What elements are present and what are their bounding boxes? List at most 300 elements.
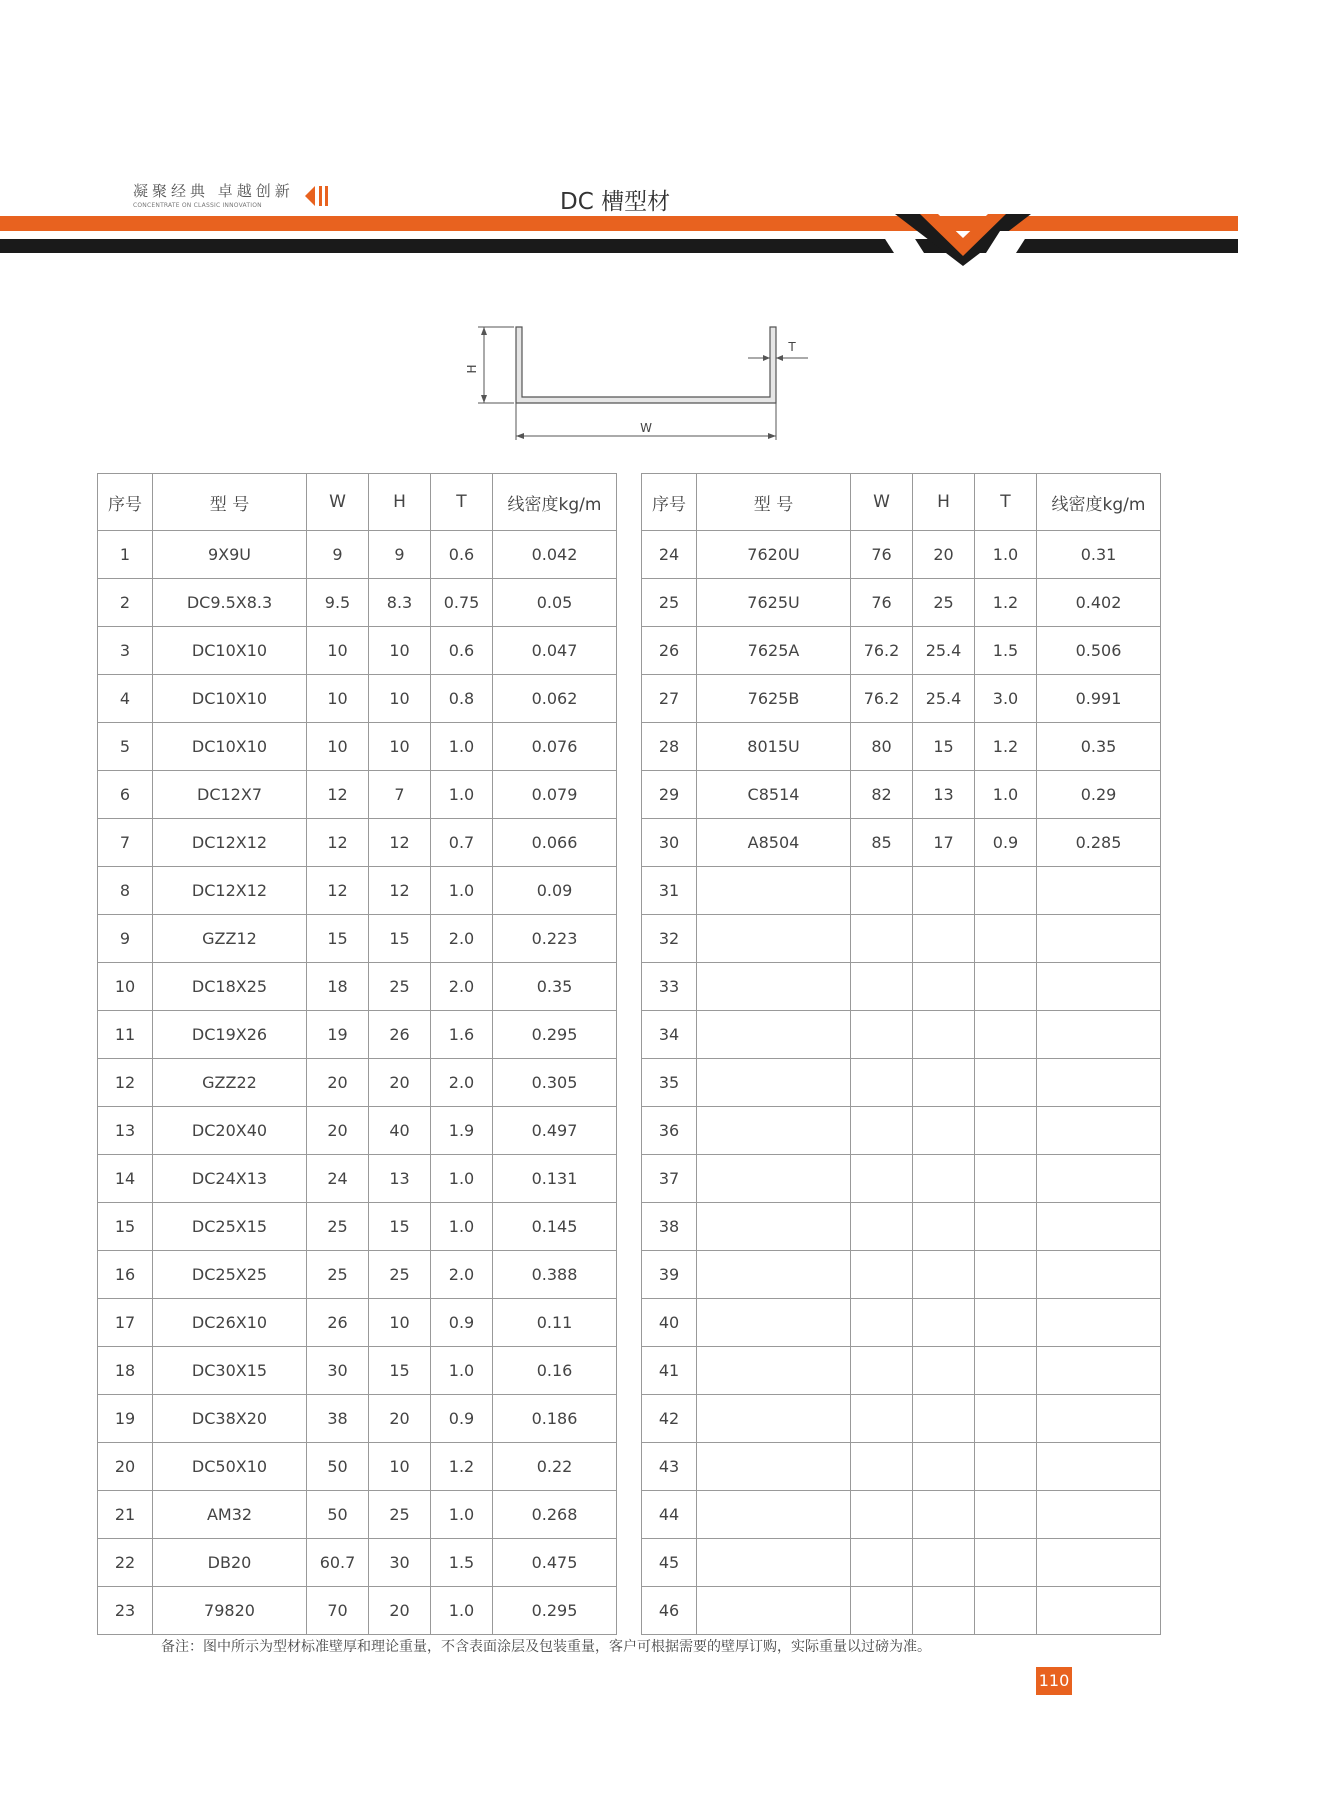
cell-t <box>975 963 1037 1011</box>
cell-w: 80 <box>851 723 913 771</box>
cell-density <box>1037 1587 1161 1635</box>
cell-t: 1.0 <box>431 1347 493 1395</box>
cell-density: 0.285 <box>1037 819 1161 867</box>
cell-w: 76 <box>851 579 913 627</box>
cell-index: 27 <box>642 675 697 723</box>
table-row <box>642 723 1161 771</box>
cell-density <box>1037 915 1161 963</box>
cell-density <box>1037 1443 1161 1491</box>
cell-w: 25 <box>307 1203 369 1251</box>
label-w: W <box>640 421 652 435</box>
cell-t: 1.2 <box>975 579 1037 627</box>
table-row <box>98 1491 617 1539</box>
cell-model: 8015U <box>697 723 851 771</box>
cell-h: 15 <box>369 915 431 963</box>
cell-model: A8504 <box>697 819 851 867</box>
slogan-cn: 凝聚经典 卓越创新 <box>133 182 294 200</box>
cell-density <box>1037 1107 1161 1155</box>
cell-w: 82 <box>851 771 913 819</box>
cell-t <box>975 1491 1037 1539</box>
cell-w <box>851 1491 913 1539</box>
cell-h: 25 <box>369 1491 431 1539</box>
table-row <box>642 627 1161 675</box>
cell-w <box>851 1587 913 1635</box>
cell-model: C8514 <box>697 771 851 819</box>
cell-index: 3 <box>98 627 153 675</box>
cell-density: 0.991 <box>1037 675 1161 723</box>
cell-density: 0.079 <box>493 771 617 819</box>
table-row <box>642 675 1161 723</box>
cell-density: 0.09 <box>493 867 617 915</box>
cell-model <box>697 1203 851 1251</box>
cell-t: 1.9 <box>431 1107 493 1155</box>
cell-h: 20 <box>913 531 975 579</box>
table-row <box>642 819 1161 867</box>
cell-w: 9 <box>307 531 369 579</box>
cell-model <box>697 963 851 1011</box>
cell-density: 0.506 <box>1037 627 1161 675</box>
cell-index: 24 <box>642 531 697 579</box>
cell-h <box>913 1203 975 1251</box>
cell-model: DC24X13 <box>153 1155 307 1203</box>
table-row <box>642 1203 1161 1251</box>
cell-t: 0.6 <box>431 627 493 675</box>
cell-density: 0.35 <box>1037 723 1161 771</box>
cell-model: DC12X12 <box>153 819 307 867</box>
cell-index: 6 <box>98 771 153 819</box>
cell-index: 17 <box>98 1299 153 1347</box>
cell-index: 9 <box>98 915 153 963</box>
cell-h: 8.3 <box>369 579 431 627</box>
table-row <box>98 1203 617 1251</box>
cell-density <box>1037 963 1161 1011</box>
table-row <box>98 1059 617 1107</box>
cell-density: 0.388 <box>493 1251 617 1299</box>
cell-model: 7625A <box>697 627 851 675</box>
cell-model <box>697 915 851 963</box>
cell-t: 0.8 <box>431 675 493 723</box>
page-number: 110 <box>1036 1667 1072 1695</box>
cell-t <box>975 1443 1037 1491</box>
cell-t: 1.0 <box>431 723 493 771</box>
footnote: 备注：图中所示为型材标准壁厚和理论重量，不含表面涂层及包装重量，客户可根据需要的壁厚订购，实际重量以过磅为准。 <box>161 1639 931 1655</box>
table-row <box>642 1011 1161 1059</box>
cell-t: 1.0 <box>431 867 493 915</box>
cell-w: 12 <box>307 771 369 819</box>
cell-t: 0.6 <box>431 531 493 579</box>
cell-w: 19 <box>307 1011 369 1059</box>
cell-index: 26 <box>642 627 697 675</box>
cell-w: 18 <box>307 963 369 1011</box>
cell-density: 0.295 <box>493 1011 617 1059</box>
cell-w: 85 <box>851 819 913 867</box>
cell-t: 0.9 <box>431 1299 493 1347</box>
table-row <box>642 963 1161 1011</box>
cell-model: 7625U <box>697 579 851 627</box>
cell-t: 0.9 <box>431 1395 493 1443</box>
cell-w: 26 <box>307 1299 369 1347</box>
cell-model <box>697 1443 851 1491</box>
cell-model: DC30X15 <box>153 1347 307 1395</box>
cell-h: 13 <box>369 1155 431 1203</box>
cell-w <box>851 1299 913 1347</box>
cell-density: 0.066 <box>493 819 617 867</box>
cell-density <box>1037 1491 1161 1539</box>
cell-h <box>913 1539 975 1587</box>
spec-table-left <box>97 473 617 1635</box>
cell-h: 25.4 <box>913 627 975 675</box>
cell-w <box>851 867 913 915</box>
cell-density: 0.062 <box>493 675 617 723</box>
cell-h: 13 <box>913 771 975 819</box>
cell-index: 29 <box>642 771 697 819</box>
cell-density: 0.305 <box>493 1059 617 1107</box>
cell-density <box>1037 1011 1161 1059</box>
cell-density: 0.29 <box>1037 771 1161 819</box>
cell-model: DC25X25 <box>153 1251 307 1299</box>
cell-h <box>913 1395 975 1443</box>
cell-index: 37 <box>642 1155 697 1203</box>
table-row <box>98 819 617 867</box>
label-t: T <box>788 340 796 354</box>
cell-index: 15 <box>98 1203 153 1251</box>
cell-h: 30 <box>369 1539 431 1587</box>
cell-density <box>1037 1539 1161 1587</box>
table-row <box>642 1347 1161 1395</box>
cell-w <box>851 963 913 1011</box>
cell-index: 33 <box>642 963 697 1011</box>
cell-index: 16 <box>98 1251 153 1299</box>
cell-t: 2.0 <box>431 1059 493 1107</box>
cell-model: DC9.5X8.3 <box>153 579 307 627</box>
cell-w: 60.7 <box>307 1539 369 1587</box>
cell-index: 5 <box>98 723 153 771</box>
cell-h: 10 <box>369 627 431 675</box>
table-row <box>642 1443 1161 1491</box>
table-row <box>642 1299 1161 1347</box>
cell-w <box>851 1539 913 1587</box>
cell-h: 20 <box>369 1059 431 1107</box>
cell-model: 9X9U <box>153 531 307 579</box>
cell-model <box>697 1587 851 1635</box>
cell-h: 20 <box>369 1587 431 1635</box>
cell-h: 10 <box>369 1443 431 1491</box>
cell-density <box>1037 1155 1161 1203</box>
cell-t <box>975 1347 1037 1395</box>
cell-w: 50 <box>307 1491 369 1539</box>
col-header-model: 型 号 <box>697 474 851 531</box>
cell-model: 7620U <box>697 531 851 579</box>
cell-h: 15 <box>913 723 975 771</box>
cell-h <box>913 1587 975 1635</box>
cell-h: 17 <box>913 819 975 867</box>
cell-index: 44 <box>642 1491 697 1539</box>
cell-model <box>697 1491 851 1539</box>
table-row <box>642 1155 1161 1203</box>
cell-w: 10 <box>307 723 369 771</box>
cell-t: 1.0 <box>975 531 1037 579</box>
cell-model <box>697 1395 851 1443</box>
cell-h <box>913 1059 975 1107</box>
cell-t: 1.0 <box>431 1587 493 1635</box>
cell-index: 46 <box>642 1587 697 1635</box>
cell-h <box>913 915 975 963</box>
col-header-h: H <box>913 474 975 531</box>
cell-w: 12 <box>307 819 369 867</box>
table-row <box>98 579 617 627</box>
cell-density: 0.11 <box>493 1299 617 1347</box>
col-header-t: T <box>975 474 1037 531</box>
cell-density: 0.268 <box>493 1491 617 1539</box>
spec-table-right <box>641 473 1161 1635</box>
cell-index: 22 <box>98 1539 153 1587</box>
cell-t: 2.0 <box>431 963 493 1011</box>
cell-model <box>697 1011 851 1059</box>
table-row <box>98 1395 617 1443</box>
table-row <box>642 1107 1161 1155</box>
table-row <box>642 1587 1161 1635</box>
table-row <box>98 1587 617 1635</box>
cell-w <box>851 1155 913 1203</box>
cell-t <box>975 867 1037 915</box>
cell-model: DC20X40 <box>153 1107 307 1155</box>
cell-w <box>851 1107 913 1155</box>
cell-density <box>1037 1299 1161 1347</box>
table-header-row <box>98 474 617 531</box>
cell-h: 25 <box>369 963 431 1011</box>
cell-index: 28 <box>642 723 697 771</box>
cell-t: 2.0 <box>431 1251 493 1299</box>
cell-index: 14 <box>98 1155 153 1203</box>
cell-h: 10 <box>369 723 431 771</box>
cell-model: AM32 <box>153 1491 307 1539</box>
table-row <box>642 915 1161 963</box>
cell-t <box>975 1107 1037 1155</box>
cell-density: 0.223 <box>493 915 617 963</box>
cell-density: 0.497 <box>493 1107 617 1155</box>
cell-h: 12 <box>369 867 431 915</box>
cell-t <box>975 1395 1037 1443</box>
table-row <box>98 1107 617 1155</box>
cell-w: 70 <box>307 1587 369 1635</box>
cell-index: 39 <box>642 1251 697 1299</box>
cell-density <box>1037 1251 1161 1299</box>
table-row <box>98 771 617 819</box>
cell-w <box>851 1443 913 1491</box>
cell-index: 23 <box>98 1587 153 1635</box>
cell-t: 3.0 <box>975 675 1037 723</box>
cell-w: 10 <box>307 675 369 723</box>
cell-t: 1.2 <box>975 723 1037 771</box>
cell-density: 0.131 <box>493 1155 617 1203</box>
cell-t: 0.75 <box>431 579 493 627</box>
cell-index: 4 <box>98 675 153 723</box>
table-row <box>98 675 617 723</box>
table-row <box>98 867 617 915</box>
cell-w <box>851 1395 913 1443</box>
cell-h: 10 <box>369 675 431 723</box>
cell-h: 12 <box>369 819 431 867</box>
header-band <box>0 214 1317 266</box>
cell-t <box>975 1155 1037 1203</box>
cell-index: 38 <box>642 1203 697 1251</box>
cell-density: 0.076 <box>493 723 617 771</box>
cell-index: 8 <box>98 867 153 915</box>
cell-density <box>1037 1347 1161 1395</box>
cell-index: 7 <box>98 819 153 867</box>
cell-h: 15 <box>369 1347 431 1395</box>
table-row <box>98 1011 617 1059</box>
table-row <box>642 867 1161 915</box>
cell-h: 10 <box>369 1299 431 1347</box>
table-row <box>98 1251 617 1299</box>
cell-t <box>975 1203 1037 1251</box>
slogan <box>133 180 294 209</box>
cell-t <box>975 915 1037 963</box>
cell-h <box>913 1155 975 1203</box>
cell-h: 20 <box>369 1395 431 1443</box>
table-row <box>98 1347 617 1395</box>
cell-w: 25 <box>307 1251 369 1299</box>
cell-model: DC10X10 <box>153 627 307 675</box>
cell-w <box>851 1203 913 1251</box>
cell-index: 19 <box>98 1395 153 1443</box>
cell-t: 1.0 <box>431 1203 493 1251</box>
cell-h: 25.4 <box>913 675 975 723</box>
cell-model: DC18X25 <box>153 963 307 1011</box>
table-row <box>642 1491 1161 1539</box>
cell-h: 26 <box>369 1011 431 1059</box>
cell-index: 18 <box>98 1347 153 1395</box>
cell-density: 0.047 <box>493 627 617 675</box>
cell-index: 25 <box>642 579 697 627</box>
cell-model <box>697 1251 851 1299</box>
cell-index: 40 <box>642 1299 697 1347</box>
cell-t: 1.0 <box>431 771 493 819</box>
table-row <box>642 579 1161 627</box>
cell-model: DB20 <box>153 1539 307 1587</box>
cell-model <box>697 1059 851 1107</box>
spec-table-right-body <box>642 531 1161 1635</box>
cell-index: 13 <box>98 1107 153 1155</box>
arrow-mark-icon <box>305 186 331 206</box>
table-row <box>98 915 617 963</box>
cell-model: GZZ12 <box>153 915 307 963</box>
page-title: DC 槽型材 <box>560 189 671 215</box>
cell-index: 32 <box>642 915 697 963</box>
table-row <box>98 1155 617 1203</box>
cell-density: 0.35 <box>493 963 617 1011</box>
cell-index: 43 <box>642 1443 697 1491</box>
cell-density: 0.05 <box>493 579 617 627</box>
table-row <box>98 1443 617 1491</box>
col-header-t: T <box>431 474 493 531</box>
cell-h: 25 <box>369 1251 431 1299</box>
cell-h: 15 <box>369 1203 431 1251</box>
cell-t: 1.5 <box>431 1539 493 1587</box>
cell-density <box>1037 867 1161 915</box>
cell-h: 7 <box>369 771 431 819</box>
cell-w: 50 <box>307 1443 369 1491</box>
cell-density <box>1037 1395 1161 1443</box>
cell-t: 1.0 <box>431 1491 493 1539</box>
cell-index: 36 <box>642 1107 697 1155</box>
cell-model: DC38X20 <box>153 1395 307 1443</box>
cell-t: 1.5 <box>975 627 1037 675</box>
cell-model: GZZ22 <box>153 1059 307 1107</box>
table-row <box>98 723 617 771</box>
cell-model: DC12X7 <box>153 771 307 819</box>
cell-t <box>975 1587 1037 1635</box>
cell-h <box>913 1107 975 1155</box>
cell-model: DC19X26 <box>153 1011 307 1059</box>
cell-model: 79820 <box>153 1587 307 1635</box>
table-row <box>642 1395 1161 1443</box>
cell-w: 30 <box>307 1347 369 1395</box>
cell-index: 2 <box>98 579 153 627</box>
cell-h: 25 <box>913 579 975 627</box>
spec-table-left-body <box>98 531 617 1635</box>
cell-h <box>913 1011 975 1059</box>
cell-w: 15 <box>307 915 369 963</box>
cell-index: 20 <box>98 1443 153 1491</box>
cell-model: DC10X10 <box>153 675 307 723</box>
col-header-density: 线密度kg/m <box>493 474 617 531</box>
col-header-w: W <box>851 474 913 531</box>
cell-density: 0.22 <box>493 1443 617 1491</box>
cell-index: 31 <box>642 867 697 915</box>
col-header-w: W <box>307 474 369 531</box>
cell-t <box>975 1011 1037 1059</box>
cell-model <box>697 1299 851 1347</box>
cell-model <box>697 1539 851 1587</box>
cell-t: 2.0 <box>431 915 493 963</box>
cell-density: 0.16 <box>493 1347 617 1395</box>
cell-t: 1.0 <box>431 1155 493 1203</box>
cell-model: DC25X15 <box>153 1203 307 1251</box>
cell-h <box>913 1299 975 1347</box>
cell-index: 34 <box>642 1011 697 1059</box>
table-row <box>642 771 1161 819</box>
cell-model: DC50X10 <box>153 1443 307 1491</box>
cell-t: 1.2 <box>431 1443 493 1491</box>
label-h: H <box>465 364 479 374</box>
table-row <box>642 1059 1161 1107</box>
cell-index: 30 <box>642 819 697 867</box>
cell-w <box>851 915 913 963</box>
cell-h <box>913 1443 975 1491</box>
cell-w: 12 <box>307 867 369 915</box>
cell-w: 9.5 <box>307 579 369 627</box>
cell-model: DC26X10 <box>153 1299 307 1347</box>
cell-t: 1.6 <box>431 1011 493 1059</box>
cell-w: 20 <box>307 1107 369 1155</box>
table-row <box>98 531 617 579</box>
cell-index: 45 <box>642 1539 697 1587</box>
table-row <box>98 963 617 1011</box>
table-row <box>98 1539 617 1587</box>
cell-w: 76.2 <box>851 627 913 675</box>
cell-w: 76 <box>851 531 913 579</box>
table-row <box>642 1251 1161 1299</box>
cell-t: 0.7 <box>431 819 493 867</box>
cell-t <box>975 1299 1037 1347</box>
cell-model <box>697 1155 851 1203</box>
channel-profile-diagram <box>465 318 830 448</box>
cell-h <box>913 1491 975 1539</box>
cell-w: 10 <box>307 627 369 675</box>
cell-index: 21 <box>98 1491 153 1539</box>
